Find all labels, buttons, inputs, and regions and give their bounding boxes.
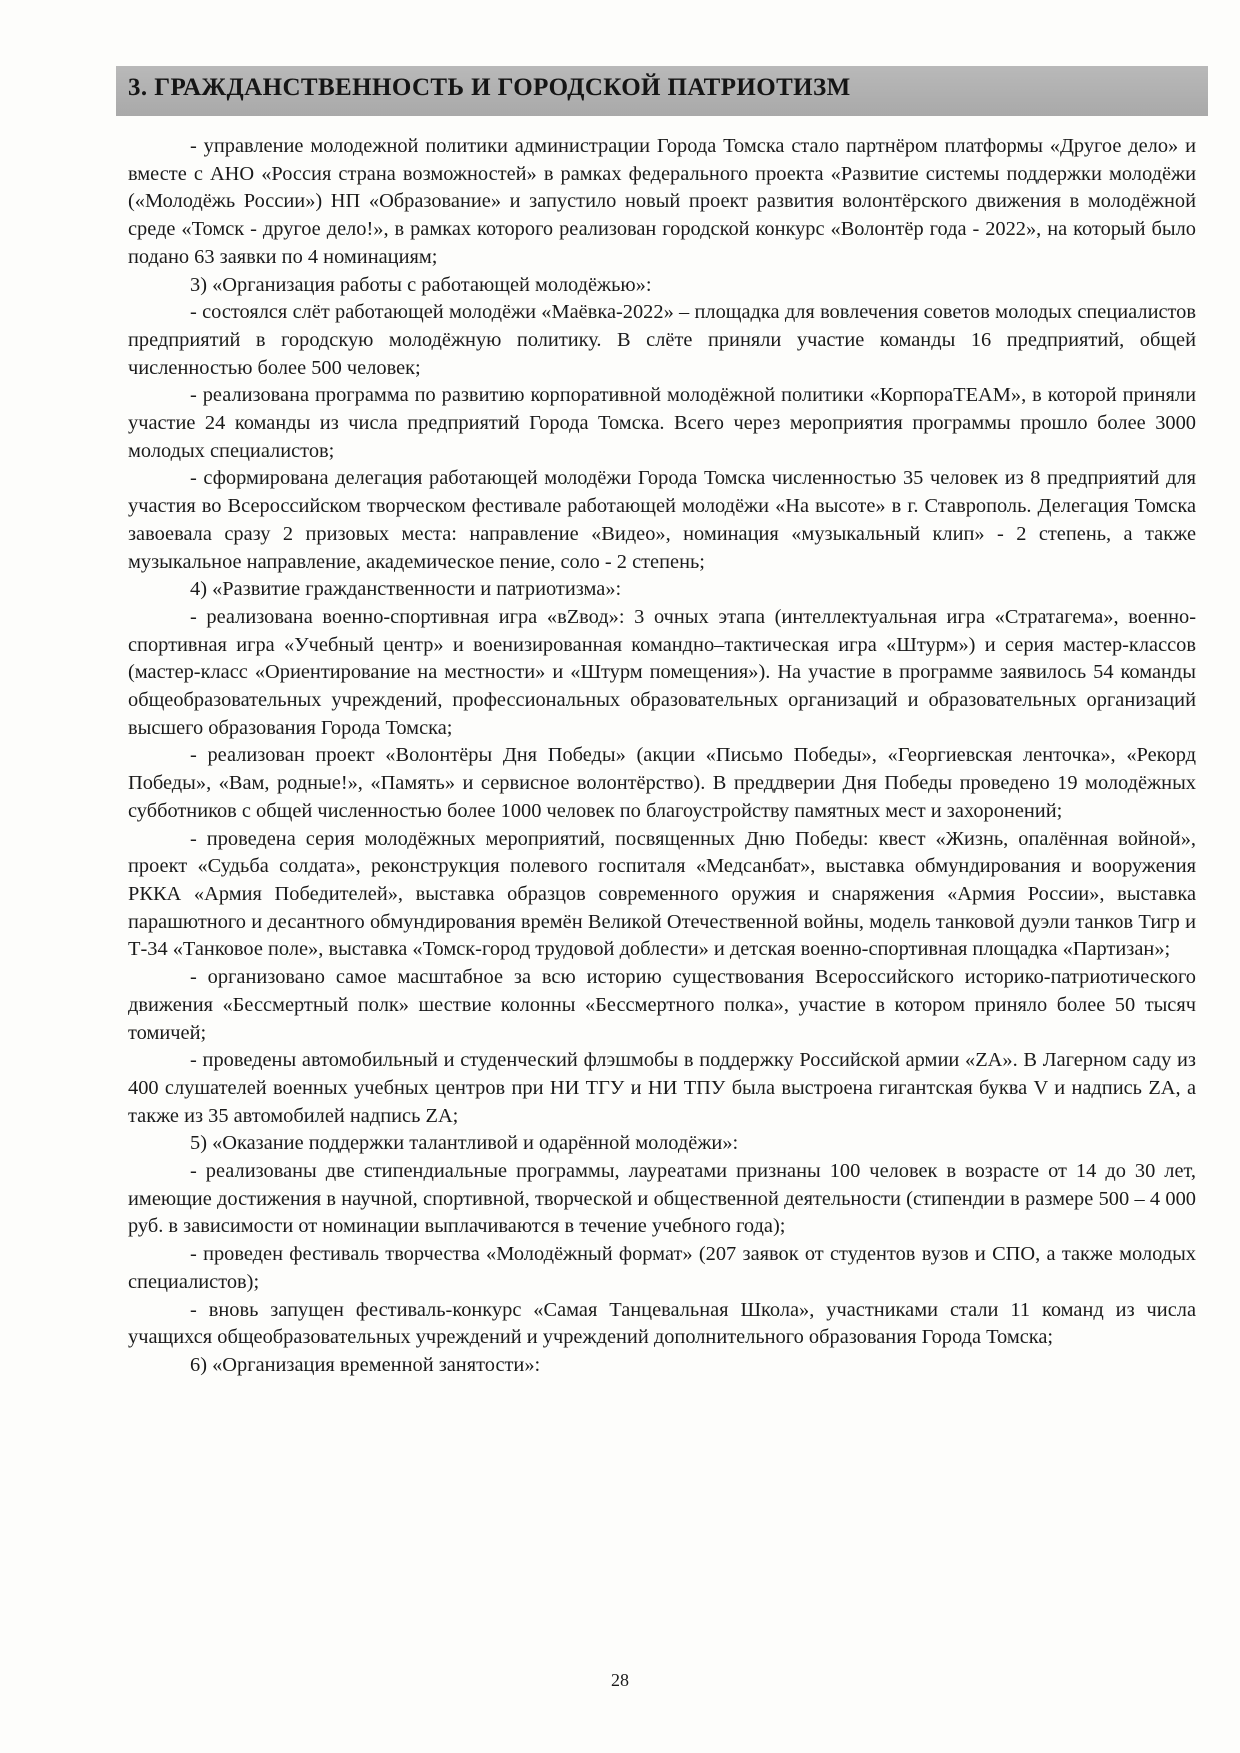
paragraph: - реализован проект «Волонтёры Дня Победы» (акции «Письмо Победы», «Георгиевская ленточка», «Рекорд Победы», «Вам, родные!», «Память» и сервисное волонтёрство). В преддверии Дня Победы проведено 19 молодёжных субботников с общей численностью более 1000 человек по благоустройству памятных мест и захоронений; [128,744,1196,822]
paragraph: 3) «Организация работы с работающей молодёжью»: [190,273,652,296]
paragraph: - проведены автомобильный и студенческий флэшмобы в поддержку Российской армии «ZA». В Лагерном саду из 400 слушателей военных учебных центров при НИ ТГУ и НИ ТПУ была выстроена гигантская буква V и надпись ZA, а также из 35 автомобилей надпись ZA; [128,1049,1196,1127]
paragraph: - реализованы две стипендиальные программы, лауреатами признаны 100 человек в возрасте от 14 до 30 лет, имеющие достижения в научной, спортивной, творческой и общественной деятельности (стипендии в размере 500 – 4 000 руб. в зависимости от номинации выплачиваются в течение учебного года); [128,1160,1196,1238]
paragraph: - состоялся слёт работающей молодёжи «Маёвка-2022» – площадка для вовлечения советов молодых специалистов предприятий в городскую молодёжную политику. В слёте приняли участие команды 16 предприятий, общей численностью более 500 человек; [128,301,1196,379]
document-body [128,133,1196,1380]
section-heading: 3. ГРАЖДАНСТВЕННОСТЬ И ГОРОДСКОЙ ПАТРИОТИЗМ [128,74,851,101]
paragraph: 5) «Оказание поддержки талантливой и одарённой молодёжи»: [190,1132,739,1155]
paragraph: - управление молодежной политики администрации Города Томска стало партнёром платформы «Другое дело» и вместе с АНО «Россия страна возможностей» в рамках федерального проекта «Развитие системы поддержки молодёжи («Молодёжь России») НП «Образование» и запустило новый проект развития волонтёрского движения в молодёжной среде «Томск - другое дело!», в рамках которого реализован городской конкурс «Волонтёр года - 2022», на который было подано 63 заявки по 4 номинациям; [128,135,1196,268]
paragraph: - проведена серия молодёжных мероприятий, посвященных Дню Победы: квест «Жизнь, опалённая войной», проект «Судьба солдата», реконструкция полевого госпиталя «Медсанбат», выставка обмундирования и вооружения РККА «Армия Победителей», выставка образцов современного оружия и снаряжения «Армия России», выставка парашютного и десантного обмундирования времён Великой Отечественной войны, модель танковой дуэли танков Тигр и Т-34 «Танковое поле», выставка «Томск-город трудовой доблести» и детская военно-спортивная площадка «Партизан»; [128,827,1196,961]
paragraph: 4) «Развитие гражданственности и патриотизма»: [190,578,622,601]
paragraph: - реализована военно-спортивная игра «вZвод»: 3 очных этапа (интеллектуальная игра «Стратагема», военно-спортивная игра «Учебный центр» и военизированная командно–тактическая игра «Штурм») и серия мастер-классов (мастер-класс «Ориентирование на местности» и «Штурм помещения»). На участие в программе заявилось 54 команды общеобразовательных учреждений, профессиональных образовательных организаций и образовательных организаций высшего образования Города Томска; [128,605,1196,739]
paragraph: - вновь запущен фестиваль-конкурс «Самая Танцевальная Школа», участниками стали 11 команд из числа учащихся общеобразовательных учреждений и учреждений дополнительного образования Города Томска; [128,1298,1196,1349]
section-heading-bar [116,66,1208,116]
page-number: 28 [611,1670,629,1690]
paragraph: - реализована программа по развитию корпоративной молодёжной политики «КорпораТЕАМ», в которой приняли участие 24 команды из числа предприятий Города Томска. Всего через мероприятия программы прошло более 3000 молодых специалистов; [128,384,1196,462]
paragraph: - проведен фестиваль творчества «Молодёжный формат» (207 заявок от студентов вузов и СПО, а также молодых специалистов); [128,1243,1196,1293]
paragraph: 6) «Организация временной занятости»: [190,1353,541,1376]
paragraph: - организовано самое масштабное за всю историю существования Всероссийского историко-патриотического движения «Бессмертный полк» шествие колонны «Бессмертного полка», участие в котором приняло более 50 тысяч томичей; [128,966,1196,1044]
paragraph: - сформирована делегация работающей молодёжи Города Томска численностью 35 человек из 8 предприятий для участия во Всероссийском творческом фестивале работающей молодёжи «На высоте» в г. Ставрополь. Делегация Томска завоевала сразу 2 призовых места: направление «Видео», номинация «музыкальный клип» - 2 степень, а также музыкальное направление, академическое пение, соло - 2 степень; [128,467,1196,573]
